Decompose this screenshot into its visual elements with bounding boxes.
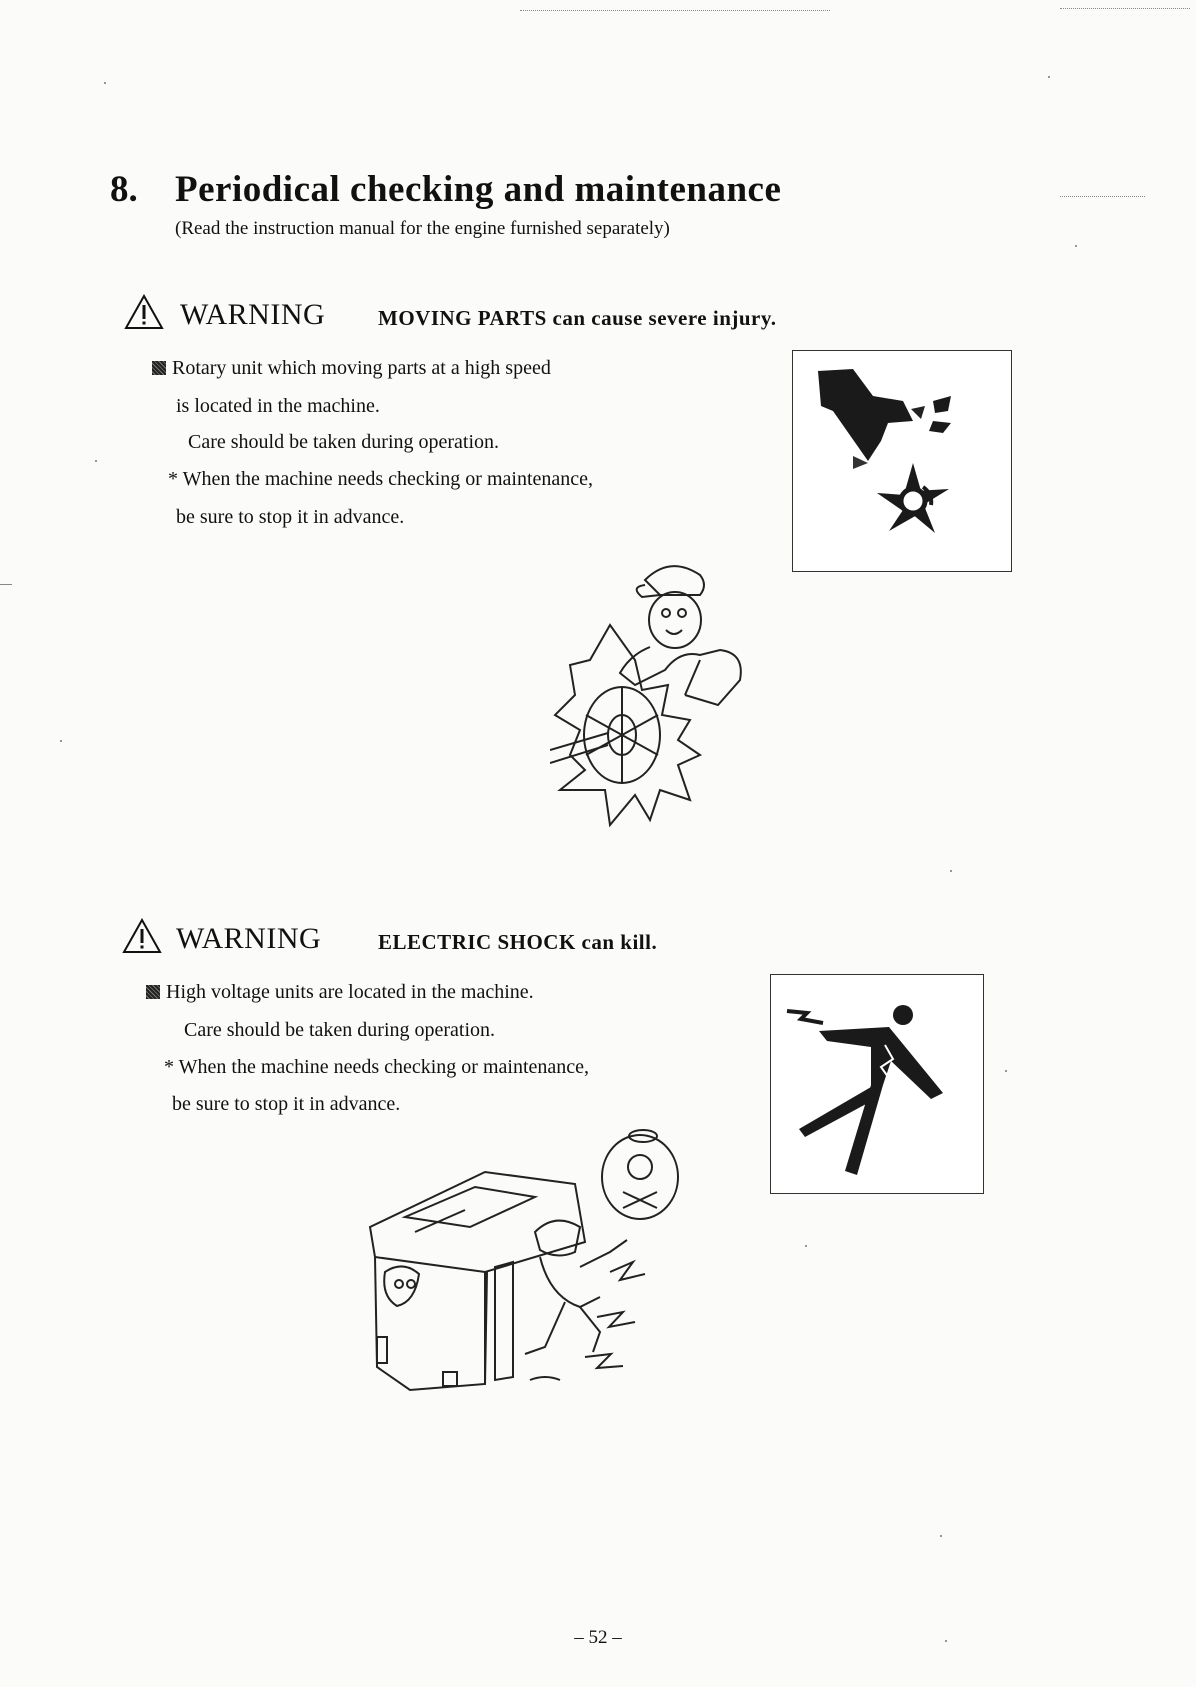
warning-triangle-icon <box>122 918 162 954</box>
instruction-line: * When the machine needs checking or maintenance, <box>164 1056 590 1078</box>
warning-message: ELECTRIC SHOCK can kill. <box>378 930 658 954</box>
instruction-line: * When the machine needs checking or maintenance, <box>168 468 594 490</box>
scan-speck <box>805 1245 807 1247</box>
scan-speck <box>1005 1070 1007 1072</box>
scan-speck <box>104 82 106 84</box>
scan-speck <box>60 740 62 742</box>
scan-artifact <box>1060 8 1190 10</box>
instruction-line: be sure to stop it in advance. <box>172 1093 401 1115</box>
warning-message: MOVING PARTS can cause severe injury. <box>378 306 777 330</box>
scan-speck <box>95 460 97 462</box>
scan-speck <box>1075 245 1077 247</box>
scan-artifact <box>520 10 830 12</box>
scan-speck <box>940 1535 942 1537</box>
instruction-line: High voltage units are located in the machine. <box>146 980 534 1004</box>
scan-artifact <box>1060 196 1145 198</box>
warning-triangle-icon <box>124 294 164 330</box>
instruction-line: be sure to stop it in advance. <box>176 506 405 528</box>
section-subtitle: (Read the instruction manual for the engine furnished separately) <box>175 218 670 239</box>
warning-label: WARNING <box>180 298 326 331</box>
scan-artifact <box>0 584 12 585</box>
bullet-square-icon <box>146 985 160 999</box>
section-title: Periodical checking and maintenance <box>175 169 782 210</box>
instruction-line: Care should be taken during operation. <box>184 1019 496 1041</box>
instruction-line: is located in the machine. <box>176 395 380 417</box>
scan-speck <box>1048 76 1050 78</box>
bullet-square-icon <box>152 361 166 375</box>
worker-hand-caught-in-rotor-illustration <box>550 555 775 845</box>
scan-speck <box>950 870 952 872</box>
instruction-line: Care should be taken during operation. <box>188 431 500 453</box>
worker-electrocuted-at-machine-illustration <box>365 1122 695 1402</box>
hand-in-rotating-fan-icon <box>792 350 1012 572</box>
instruction-line: Rotary unit which moving parts at a high speed <box>152 356 551 380</box>
electric-shock-person-icon <box>770 974 984 1194</box>
warning-label: WARNING <box>176 922 322 955</box>
section-number: 8. <box>110 169 138 210</box>
page-number: – 52 – <box>574 1627 622 1648</box>
